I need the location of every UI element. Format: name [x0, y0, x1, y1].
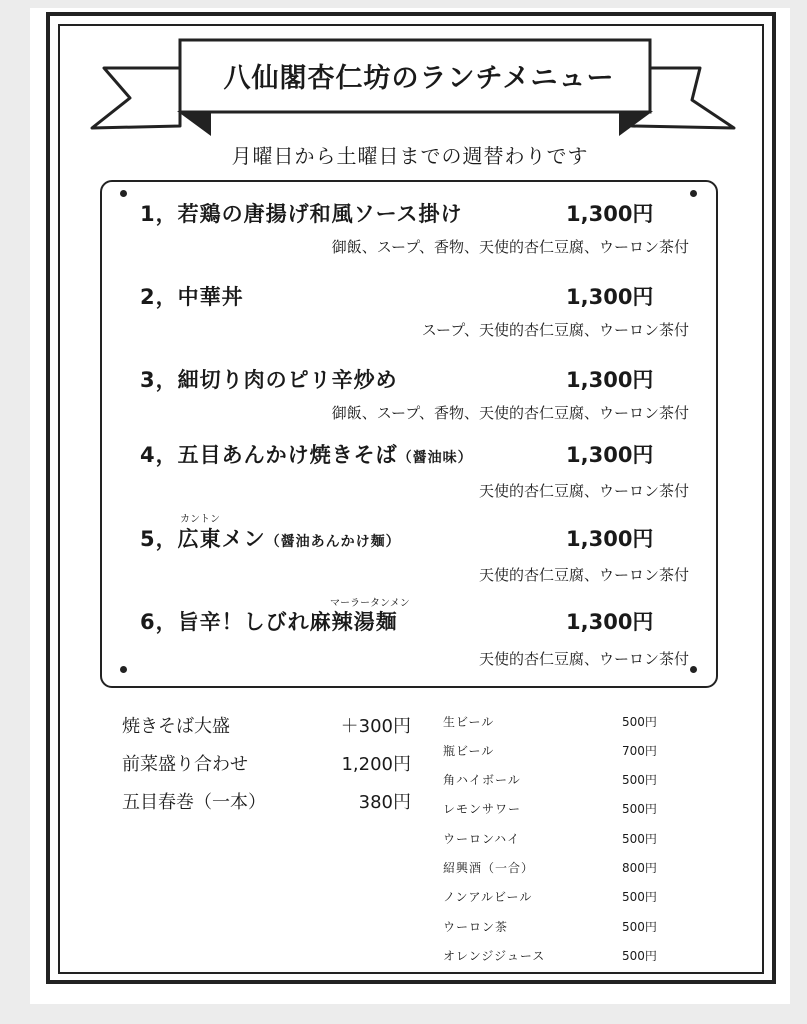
- corner-dot: [120, 666, 127, 673]
- menu-item-name: 6，旨辛！しびれ麻辣湯麺: [140, 610, 398, 634]
- drink-name: ノンアルビール: [443, 890, 533, 904]
- menu-item-desc: 天使的杏仁豆腐、ウーロン茶付: [478, 482, 689, 500]
- menu-item-desc: 御飯、スープ、香物、天使的杏仁豆腐、ウーロン茶付: [331, 238, 689, 256]
- menu-item-name: 2，中華丼: [140, 285, 244, 309]
- menu-item-name: 1，若鶏の唐揚げ和風ソース掛け: [140, 202, 463, 226]
- drink-price: 500円: [622, 920, 657, 934]
- menu-subtitle: 月曜日から土曜日までの週替わりです: [231, 144, 589, 168]
- corner-dot: [690, 190, 697, 197]
- menu-title: 八仙閣杏仁坊のランチメニュー: [223, 63, 615, 94]
- drink-price: 500円: [622, 773, 657, 787]
- drink-price: 500円: [622, 890, 657, 904]
- drink-name: 角ハイボール: [443, 773, 521, 787]
- menu-item-ruby: カントン: [180, 514, 220, 525]
- drink-name: オレンジジュース: [443, 949, 546, 963]
- menu-item-desc: スープ、天使的杏仁豆腐、ウーロン茶付: [421, 321, 689, 339]
- menu-item-desc: 天使的杏仁豆腐、ウーロン茶付: [478, 566, 689, 584]
- menu-item-ruby: マーラータンメン: [330, 598, 410, 609]
- drink-price: 700円: [622, 744, 657, 758]
- menu-item-name: [140, 439, 473, 469]
- menu-item-title: 4，五目あんかけ焼きそば: [140, 443, 398, 467]
- corner-dot: [120, 190, 127, 197]
- menu-item-note: （醤油あんかけ麺）: [265, 534, 401, 550]
- drink-name: 生ビール: [443, 715, 495, 729]
- drink-name: ウーロン茶: [443, 920, 509, 934]
- menu-item-price: 1,300円: [566, 527, 654, 551]
- drink-name: レモンサワー: [443, 802, 522, 816]
- side-item-price: 380円: [358, 792, 411, 813]
- drink-price: 500円: [622, 832, 657, 846]
- drink-price: 500円: [622, 802, 657, 816]
- side-item-name: 前菜盛り合わせ: [122, 754, 248, 775]
- menu-item-desc: 御飯、スープ、香物、天使的杏仁豆腐、ウーロン茶付: [331, 404, 689, 422]
- corner-dot: [690, 666, 697, 673]
- drink-name: ウーロンハイ: [443, 832, 521, 846]
- menu-item-price: 1,300円: [566, 368, 654, 392]
- side-item-price: 1,200円: [341, 754, 411, 775]
- menu-item-name: 3，細切り肉のピリ辛炒め: [140, 368, 398, 392]
- menu-item-title: 5，広東メン: [140, 527, 266, 551]
- drink-price: 800円: [622, 861, 657, 875]
- drink-price: 500円: [622, 949, 657, 963]
- side-item-name: 五目春巻（一本）: [122, 792, 266, 813]
- side-item-price: ＋300円: [340, 716, 411, 737]
- drink-name: 瓶ビール: [443, 744, 495, 758]
- menu-item-price: 1,300円: [566, 443, 654, 467]
- side-item-name: 焼きそば大盛: [122, 716, 230, 737]
- menu-item-price: 1,300円: [566, 610, 654, 634]
- drink-price: 500円: [622, 715, 657, 729]
- drink-name: 紹興酒（一合）: [443, 861, 535, 875]
- menu-item-name: [140, 523, 401, 553]
- menu-item-desc: 天使的杏仁豆腐、ウーロン茶付: [478, 650, 689, 668]
- menu-item-price: 1,300円: [566, 202, 654, 226]
- menu-item-note: （醤油味）: [397, 450, 473, 466]
- menu-item-price: 1,300円: [566, 285, 654, 309]
